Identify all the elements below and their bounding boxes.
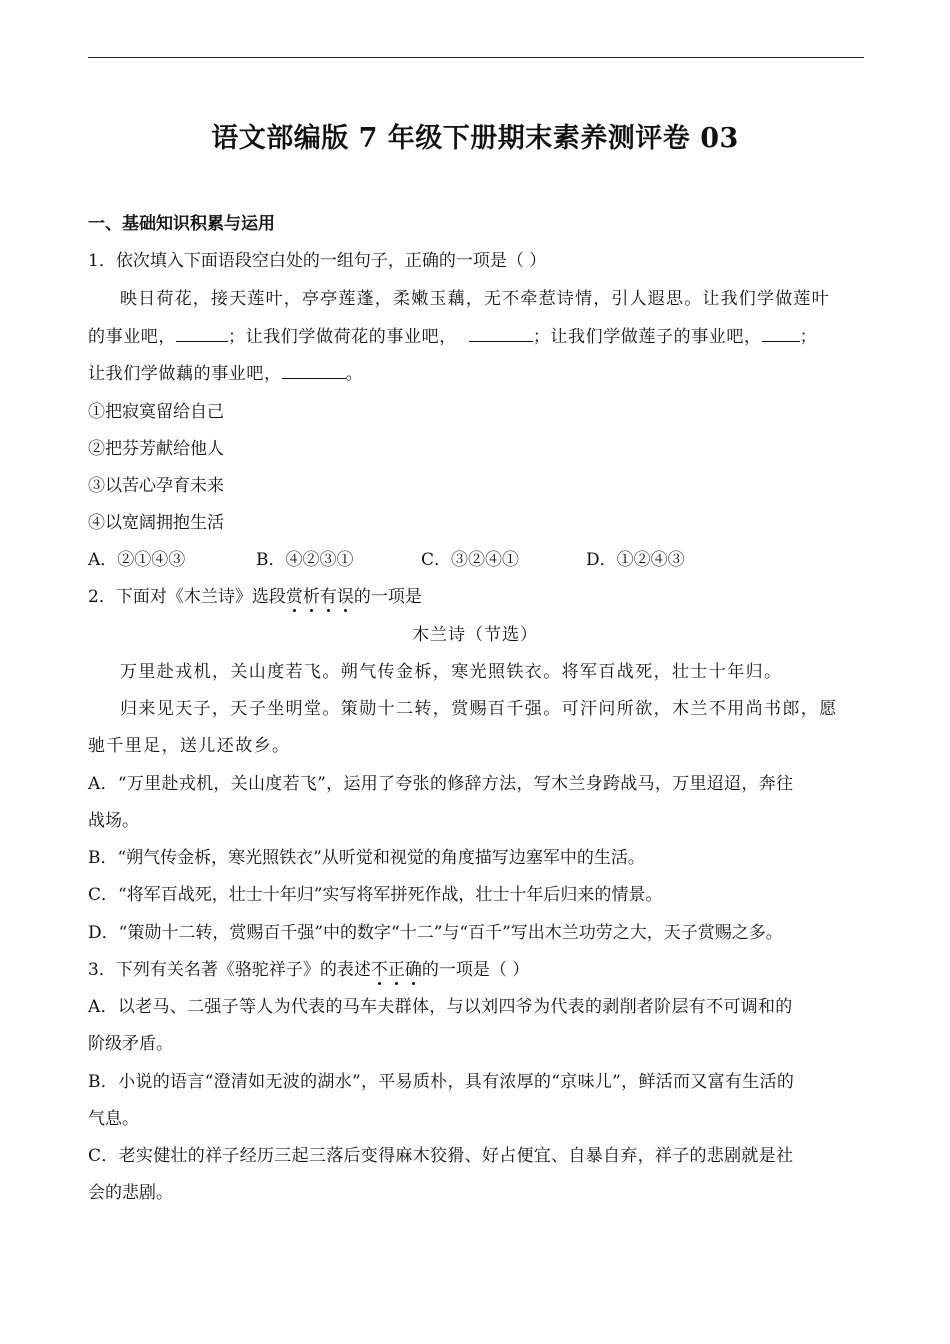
- q1-passage-line3: [88, 359, 363, 384]
- answer-blank: [282, 362, 346, 379]
- q1-item: ④以宽阔拥抱生活: [88, 513, 224, 533]
- q1-passage-seg: ；: [799, 327, 818, 347]
- q1-passage-seg: 的事业吧，: [88, 327, 176, 347]
- header-rule: [88, 57, 864, 58]
- q1-passage-seg: ；让我们学做荷花的事业吧，: [228, 327, 457, 347]
- q2-option-c: C．“将军百战死，壮士十年归”实写将军拼死作战，壮士十年后归来的情景。: [88, 885, 663, 905]
- q1-passage-seg: 。: [345, 364, 364, 384]
- q2-stem-pre: 2．下面对《木兰诗》选段: [88, 587, 286, 607]
- q2-option-d: D．“策勋十二转，赏赐百千强”中的数字“十二”与“百千”写出木兰功劳之大，天子赏赐之多。: [88, 923, 783, 943]
- q3-stem: [88, 955, 529, 980]
- section-heading: 一、基础知识积累与运用: [88, 214, 275, 234]
- q1-item: ③以苦心孕育未来: [88, 476, 224, 496]
- answer-blank: [762, 325, 800, 342]
- q1-passage-seg: 让我们学做藕的事业吧，: [88, 364, 282, 384]
- q2-option-a-cont: 战场。: [88, 811, 139, 831]
- q1-passage-line1: 映日荷花，接天莲叶，亭亭莲蓬，柔嫩玉藕，无不牵惹诗情，引人遐思。让我们学做莲叶: [120, 289, 830, 309]
- q2-option-b: B．“朔气传金柝，寒光照铁衣”从听觉和视觉的角度描写边塞军中的生活。: [88, 848, 645, 868]
- q1-passage-line2: [88, 322, 817, 347]
- poem-line2: 归来见天子，天子坐明堂。策勋十二转，赏赐百千强。可汗问所欲，木兰不用尚书郎，愿: [120, 699, 838, 719]
- emphasis-char: 赏: [285, 587, 303, 607]
- q3-stem-pre: 3．下列有关名著《骆驼祥子》的表述: [88, 960, 371, 980]
- q2-stem-post: 的一项是: [353, 587, 422, 607]
- poem-line1: 万里赴戎机，关山度若飞。朔气传金柝，寒光照铁衣。将军百战死，壮士十年归。: [120, 662, 783, 682]
- q3-option-a-cont: 阶级矛盾。: [88, 1034, 173, 1054]
- emphasis-char: 正: [387, 960, 405, 980]
- q1-stem: 1．依次填入下面语段空白处的一组句子，正确的一项是（ ）: [88, 251, 547, 271]
- emphasis-char: 有: [319, 587, 337, 607]
- q1-option-c: C．③②④①: [421, 550, 520, 570]
- q1-option-b: B．④②③①: [256, 550, 354, 570]
- q1-passage-seg: ；让我们学做莲子的事业吧，: [532, 327, 762, 347]
- q1-option-d: D．①②④③: [586, 550, 685, 570]
- q3-option-a: A．以老马、二强子等人为代表的马车夫群体，与以刘四爷为代表的剥削者阶层有不可调和的: [88, 997, 793, 1017]
- emphasis-char: 确: [404, 960, 422, 980]
- q3-option-c: C．老实健壮的祥子经历三起三落后变得麻木狡猾、好占便宜、自暴自弃，祥子的悲剧就是社: [88, 1146, 794, 1166]
- q3-option-b-cont: 气息。: [88, 1109, 139, 1129]
- q1-options: [88, 545, 685, 570]
- q2-stem: [88, 582, 422, 607]
- poem-title: 木兰诗（节选）: [412, 625, 538, 645]
- q2-option-a: A．“万里赴戎机，关山度若飞”，运用了夸张的修辞方法，写木兰身跨战马，万里迢迢，奔往: [88, 774, 794, 794]
- page-title: 语文部编版 7 年级下册期末素养测评卷 03: [211, 123, 739, 154]
- q1-item: ①把寂寞留给自己: [88, 402, 224, 422]
- emphasis-char: 析: [302, 587, 320, 607]
- q3-option-c-cont: 会的悲剧。: [88, 1183, 173, 1203]
- q1-item: ②把芬芳献给他人: [88, 439, 224, 459]
- poem-line3: 驰千里足，送儿还故乡。: [88, 736, 291, 756]
- answer-blank: [469, 325, 533, 342]
- emphasis-char: 不: [370, 960, 388, 980]
- answer-blank: [176, 325, 228, 342]
- q3-option-b: B．小说的语言“澄清如无波的湖水”，平易质朴，具有浓厚的“京味儿”，鲜活而又富有生活的: [88, 1072, 795, 1092]
- q1-option-a: A．②①④③: [88, 550, 186, 570]
- emphasis-char: 误: [336, 587, 354, 607]
- q3-stem-post: 的一项是（ ）: [421, 960, 530, 980]
